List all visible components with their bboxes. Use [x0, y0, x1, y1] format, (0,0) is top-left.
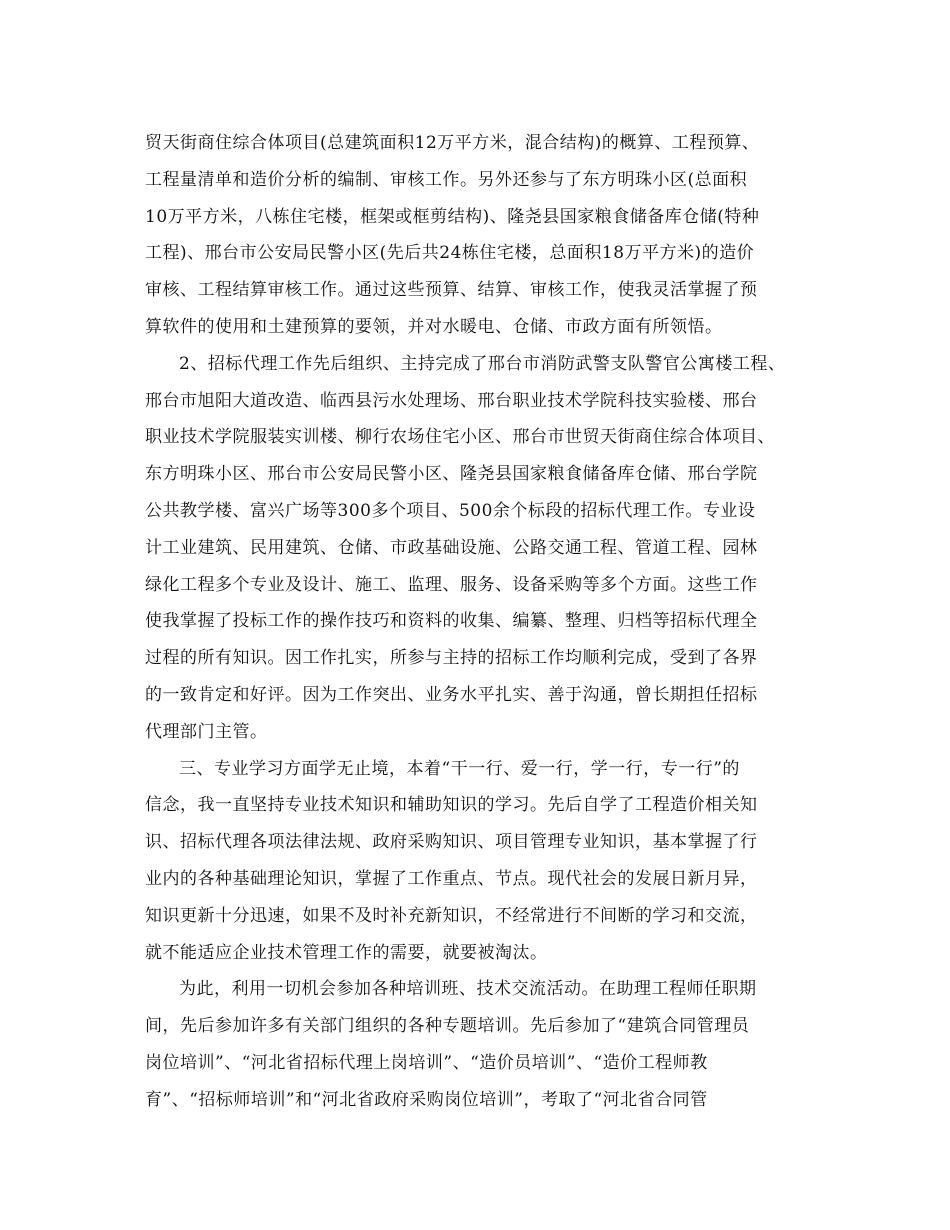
- text-line: 识、招标代理各项法律法规、政府采购知识、项目管理专业知识，基本掌握了行: [145, 832, 758, 853]
- text-line: 业内的各种基础理论知识，掌握了工作重点、节点。现代社会的发展日新月异，: [145, 868, 758, 889]
- text-line: 知识更新十分迅速，如果不及时补充新知识，不经常进行不间断的学习和交流，: [145, 905, 758, 926]
- text-line: 工程量清单和造价分析的编制、审核工作。另外还参与了东方明珠小区(总面积: [145, 169, 748, 190]
- document-body: [145, 125, 825, 1119]
- text-line: 为此，利用一切机会参加各种培训班、技术交流活动。在助理工程师任职期: [179, 979, 757, 1000]
- text-line: 计工业建筑、民用建筑、仓储、市政基础设施、公路交通工程、管道工程、园林: [145, 537, 758, 558]
- text-line: 算软件的使用和土建预算的要领，并对水暖电、仓储、市政方面有所领悟。: [145, 316, 723, 337]
- text-line: 绿化工程多个专业及设计、施工、监理、服务、设备采购等多个方面。这些工作: [145, 574, 758, 595]
- text-line: 的一致肯定和好评。因为工作突出、业务水平扎实、善于沟通，曾长期担任招标: [145, 684, 758, 705]
- text-line: 审核、工程结算审核工作。通过这些预算、结算、审核工作，使我灵活掌握了预: [145, 280, 758, 301]
- text-line: 职业技术学院服装实训楼、柳行农场住宅小区、邢台市世贸天街商住综合体项目、: [145, 427, 775, 448]
- text-line: 三、专业学习方面学无止境，本着“干一行、爱一行，学一行，专一行”的: [179, 758, 740, 779]
- text-line: 公共教学楼、富兴广场等300多个项目、500余个标段的招标代理工作。专业设: [145, 500, 756, 521]
- text-line: 就不能适应企业技术管理工作的需要，就要被淘汰。: [145, 942, 548, 963]
- text-line: 工程)、邢台市公安局民警小区(先后共24栋住宅楼，总面积18万平方米)的造价: [145, 243, 755, 264]
- text-line: 间，先后参加许多有关部门组织的各种专题培训。先后参加了“建筑合同管理员: [145, 1016, 750, 1037]
- text-line: 过程的所有知识。因工作扎实，所参与主持的招标工作均顺利完成，受到了各界: [145, 648, 758, 669]
- text-line: 贸天街商住综合体项目(总建筑面积12万平方米，混合结构)的概算、工程预算、: [145, 133, 760, 153]
- text-line: 10万平方米，八栋住宅楼，框架或框剪结构)、隆尧县国家粮食储备库仓储(特种: [145, 206, 760, 227]
- text-line: 信念，我一直坚持专业技术知识和辅助知识的学习。先后自学了工程造价相关知: [145, 795, 758, 816]
- text-line: 代理部门主管。: [145, 721, 268, 742]
- text-line: 东方明珠小区、邢台市公安局民警小区、隆尧县国家粮食储备库仓储、邢台学院: [145, 464, 758, 485]
- text-line: 2、招标代理工作先后组织、主持完成了邢台市消防武警支队警官公寓楼工程、: [179, 353, 786, 374]
- text-line: 育”、“招标师培训”和“河北省政府采购岗位培训”，考取了“河北省合同管: [145, 1089, 708, 1110]
- text-line: 邢台市旭阳大道改造、临西县污水处理场、邢台职业技术学院科技实验楼、邢台: [145, 390, 758, 411]
- text-line: 岗位培训”、“河北省招标代理上岗培训”、“造价员培训”、“造价工程师教: [145, 1052, 708, 1073]
- text-line: 使我掌握了投标工作的操作技巧和资料的收集、编纂、整理、归档等招标代理全: [145, 611, 758, 632]
